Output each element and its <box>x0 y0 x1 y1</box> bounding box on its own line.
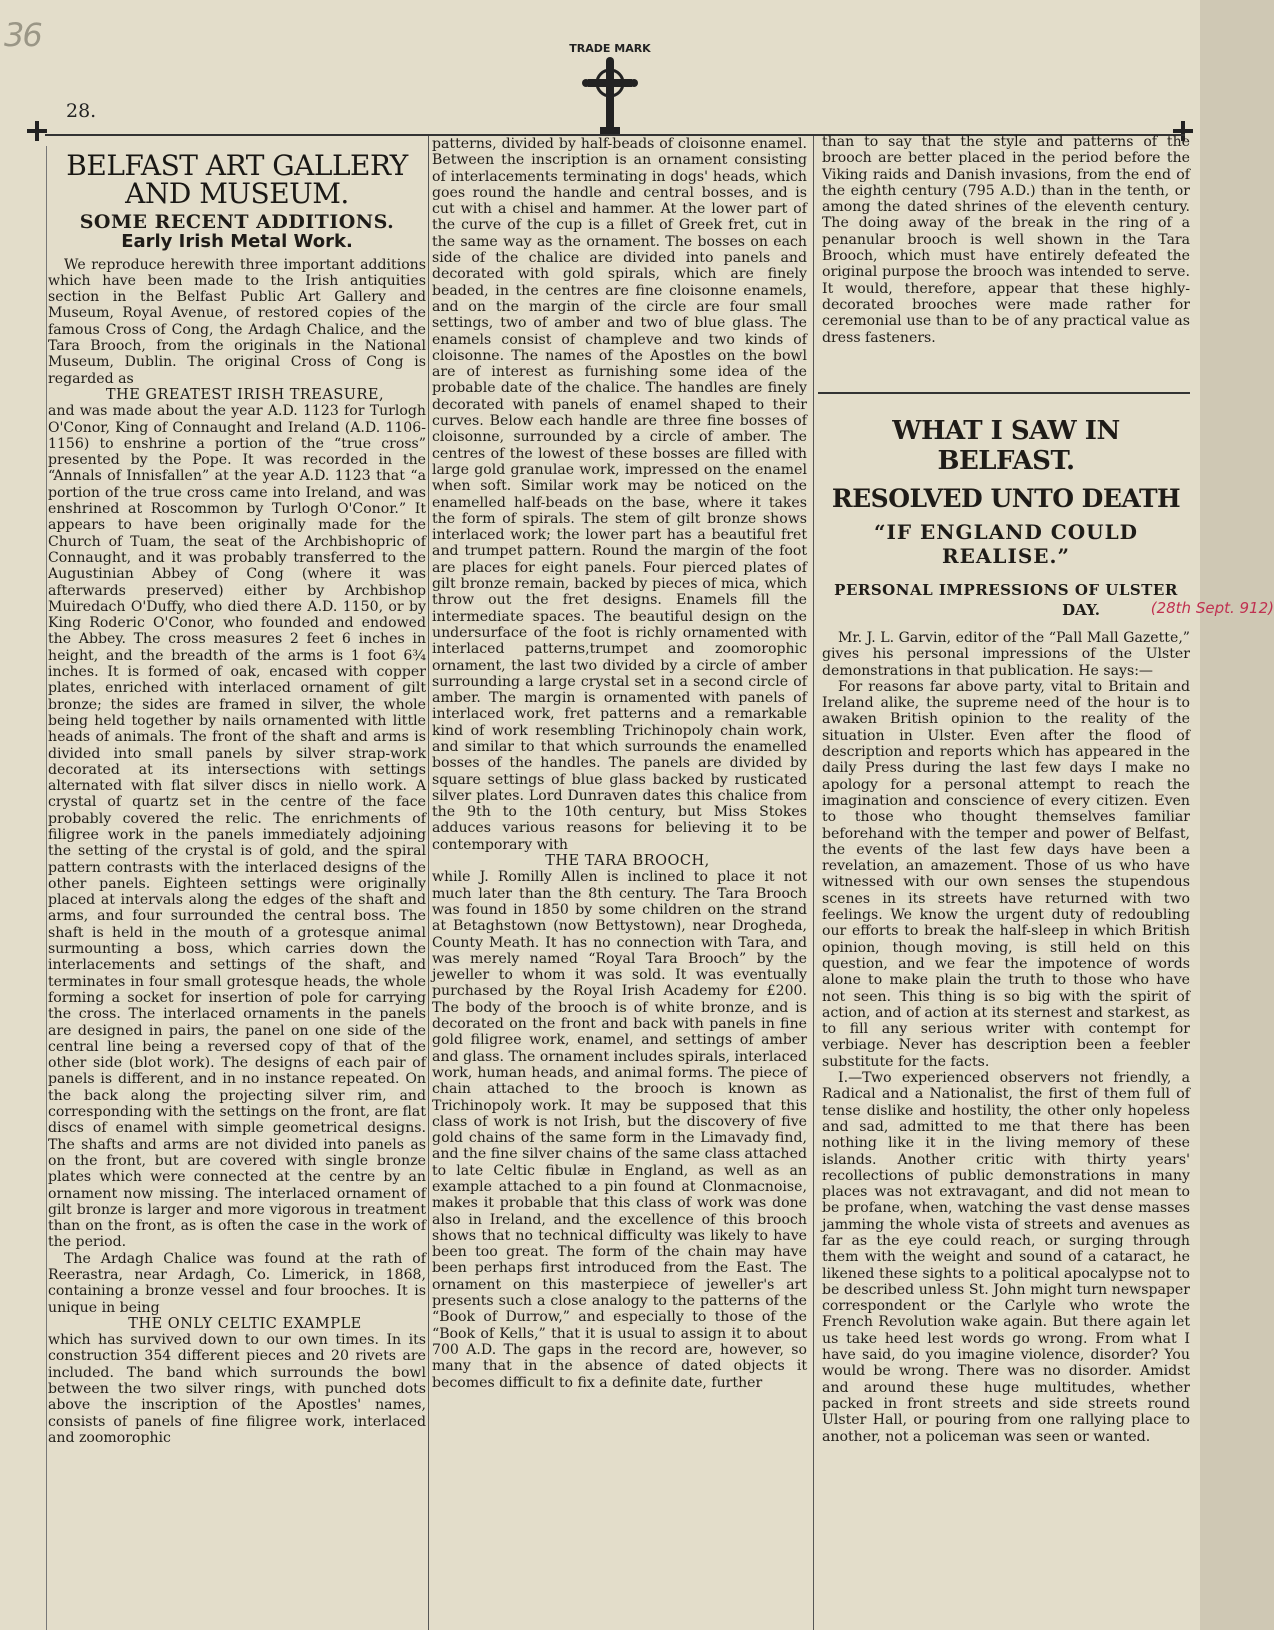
handwritten-page-number: 36 <box>4 16 41 54</box>
inline-heading: THE ONLY CELTIC EXAMPLE <box>128 1315 362 1332</box>
paragraph: For reasons far above party, vital to Britain and Ireland alike, the supreme need of the hour is to awaken British opinion to the reality of the situation in Ulster. Even after the flood of description and reports which has appeared in the daily Press during the last few days I make no apology for a personal attempt to reach the imagination and conscience of every citizen. Even to those who thought themselves familiar beforehand with the temper and power of Belfast, the events of the last few days have been a revelation, an amazement. Those of us who have witnessed with our own senses the stupendous scenes in its streets have returned with two feelings. We know the urgent duty of redoubling our efforts to break the half-sleep in which British opinion, though moving, is still held on this question, and we fear the impotence of words alone to make plain the truth to those who have not seen. This thing is so big with the spirit of action, and of action at its sternest and starkest, as to fill any serious writer with contempt for verbiage. Never has description been a feebler substitute for the facts. <box>822 678 1190 1070</box>
article-divider <box>818 392 1190 394</box>
left-corner-cross-icon <box>26 120 48 142</box>
handwritten-date-note: (28th Sept. 912) <box>1150 599 1274 617</box>
article-subheadline: RESOLVED UNTO DEATH <box>831 484 1181 513</box>
section-heading: Early Irish Metal Work. <box>121 231 353 253</box>
printed-page-number: 28. <box>66 100 97 122</box>
article-kicker: PERSONAL IMPRESSIONS OF ULSTER <box>834 581 1178 599</box>
column-3-article <box>822 414 1274 1630</box>
paragraph: patterns, divided by half-beads of cloisonne enamel. Between the inscription is an ornament consisting of interlacements terminating in dogs' heads, which goes round the handle and central bosses, and is cut with a chisel and hammer. At the lower part of the curve of the cup is a fillet of Greek fret, cut in the same way as the ornament. The bosses on each side of the chalice are divided into panels and decorated with gold spirals, which are finely beaded, in the centres are fine cloisonne enamels, and on the margin of the circle are four small settings, two of amber and two of blue glass. The enamels consist of champleve and two kinds of cloisonne. The names of the Apostles on the bowl are of interest as furnishing some idea of the probable date of the chalice. The handles are finely decorated with panels of enamel shaped to their curves. Below each handle are three fine bosses of cloisonne, surrounded by a circle of amber. The centres of the lowest of these bosses are filled with large gold granulae work, impressed on the enamel when soft. Similar work may be noticed on the enamelled half-beads on the base, where it takes the form of spirals. The stem of gilt bronze shows interlaced work; the lower part has a beautiful fret and trumpet pattern. Round the margin of the foot are places for eight panels. Four pierced plates of gilt bronze remain, backed by pieces of mica, which throw out the fret designs. Enamels fill the intermediate spaces. The beautiful design on the undersurface of the foot is richly ornamented with interlaced patterns,trumpet and zoomorophic ornament, the last two divided by a circle of amber surrounding a large crystal set in a second circle of amber. The margin is ornamented with panels of interlaced work, fret patterns and a remarkable kind of work resembling Trichinopoly chain work, and similar to that which surrounds the enamelled bosses of the handles. The panels are divided by square settings of blue glass backed by rusticated silver plates. Lord Dunraven dates this chalice from the 9th to the 10th century, but Miss Stokes adduces various reasons for believing it to be contemporary with <box>432 136 807 853</box>
article-headline: BELFAST ART GALLERY AND MUSEUM. <box>66 149 408 210</box>
paragraph <box>822 1070 1190 1445</box>
paragraph: than to say that the style and patterns of the brooch are better placed in the period before the Viking raids and Danish invasions, from the end of the eighth century (795 A.D.) than in the tenth, or among the dated shrines of the eleventh century. The doing away of the break in the ring of a penanular brooch is well shown in the Tara Brooch, which must have entirely defeated the original purpose the brooch was intended to serve. It would, therefore, appear that these highly-decorated brooches were made rather for ceremonial use than to be of any practical value as dress fasteners. <box>822 134 1190 346</box>
trade-mark-emblem <box>555 42 665 137</box>
paragraph: We reproduce herewith three important additions which have been made to the Irish antiquities section in the Belfast Public Art Gallery and Museum, Royal Avenue, of restored copies of the famous Cross of Cong, the Ardagh Chalice, and the Tara Brooch, from the originals in the National Museum, Dublin. The original Cross of Cong is regarded as <box>48 256 426 387</box>
paragraph: which has survived down to our own times. In its construction 354 different pieces and 20 rivets are included. The band which surrounds the bowl between the two silver rings, with punched dots above the inscription of the Apostles' names, consists of panels of fine filigree work, interlaced and zoomorophic <box>48 1332 426 1446</box>
article-kicker-end <box>822 599 1274 620</box>
paragraph: while J. Romilly Allen is inclined to place it not much later than the 8th century. The Tara Brooch was found in 1850 by some children on the strand at Betaghstown (now Bettystown), near Drogheda, County Meath. It has no connection with Tara, and was merely named “Royal Tara Brooch” by the jeweller to whom it was sold. It was eventually purchased by the Royal Irish Academy for £200. The body of the brooch is of white bronze, and is decorated on the front and back with panels in fine gold filigree work, enamel, and settings of amber and glass. The ornament includes spirals, interlaced work, human heads, and animal forms. The piece of chain attached to the brooch is known as Trichinopoly work. It may be supposed that this class of work is not Irish, but the discovery of five gold chains of the same form in the Limavady find, and the fine silver chains of the same class attached to late Celtic fibulæ in England, as well as an example attached to a pin found at Clonmacnoise, makes it probable that this class of work was done also in Ireland, and the excellence of this brooch shows that no technical difficulty was likely to have been too great. The form of the chain may have been perhaps first introduced from the East. The ornament on this masterpiece of jeweller's art presents such a close analogy to the patterns of the “Book of Durrow,” and especially to those of the “Book of Kells,” that it is usual to assign it to about 700 A.D. The gaps in the record are, however, so many that in the absence of dated objects it becomes difficult to fix a definite date, further <box>432 869 807 1391</box>
paragraph: Mr. J. L. Garvin, editor of the “Pall Mall Gazette,” gives his personal impressions of the Ulster demonstrations in that publication. He says:— <box>822 630 1190 679</box>
column-2 <box>432 136 807 1630</box>
column-divider <box>428 136 429 1630</box>
article-headline: WHAT I SAW IN BELFAST. <box>892 416 1120 476</box>
column-1 <box>46 146 426 1630</box>
trade-mark-label: TRADE MARK <box>569 42 651 55</box>
inline-heading: THE GREATEST IRISH TREASURE, <box>105 386 385 403</box>
paragraph: The Ardagh Chalice was found at the rath of Reerastra, near Ardagh, Co. Limerick, in 1868, containing a bronze vessel and four brooches. It is unique in being <box>48 1250 426 1316</box>
article-subheadline: SOME RECENT ADDITIONS. <box>79 211 395 233</box>
article-deck: “IF ENGLAND COULD REALISE.” <box>874 520 1138 568</box>
paragraph: and was made about the year A.D. 1123 for Turlogh O'Conor, King of Connaught and Ireland (A.D. 1106-1156) to enshrine a portion of the “true cross” presented by the Pope. It was recorded in the “Annals of Innisfallen” at the year A.D. 1123 that “a portion of the true cross came into Ireland, and was enshrined at Roscommon by Turlogh O'Conor.” It appears to have been originally made for the Church of Tuam, the seat of the Archbishopric of Connaught, and it was probably transferred to the Augustinian Abbey of Cong (where it was afterwards preserved) either by Archbishop Muiredach O'Duffy, who died there A.D. 1150, or by King Roderic O'Conor, who founded and endowed the Abbey. The cross measures 2 feet 6 inches in height, and the breadth of the arms is 1 foot 6¾ inches. It is formed of oak, encased with copper plates, enriched with interlaced ornament of gilt bronze; the sides are framed in silver, the whole being held together by nails ornamented with little heads of animals. The front of the shaft and arms is divided into small panels by silver strap-work decorated at its intersections with settings alternated with flat silver discs in niello work. A crystal of quartz set in the centre of the face probably covered the relic. The enrichments of filigree work in the panels immediately adjoining the setting of the crystal is of gold, and the spiral pattern contrasts with the interlaced designs of the other panels. Eighteen settings were originally placed at intervals along the edges of the shaft and arms, and four surrounded the central boss. The shaft is held in the mouth of a grotesque animal surmounting a boss, which carries down the interlacements and settings of the shaft, and terminates in four small grotesque heads, the whole forming a socket for insertion of pole for carrying the cross. The interlaced ornaments in the panels are designed in pairs, the panel on one side of the central line being a reversed copy of that of the other side (blot work). The designs of each pair of panels is different, and in no instance repeated. On the back along the projecting silver rim, and corresponding with the settings on the front, are flat discs of enamel with simple geometrical designs. The shafts and arms are not divided into panels as on the front, but are covered with single bronze plates which were connected at the centre by an ornament now missing. The interlaced ornament of gilt bronze is larger and more vigorous in treatment than on the front, as is often the case in the work of the period. <box>48 403 426 1251</box>
column-divider <box>813 136 814 1630</box>
article-kicker-day: DAY. <box>1062 601 1100 619</box>
section-text: —Two experienced observers not friendly, a Radical and a Nationalist, the first of them full of tense dislike and hostility, the other only hopeless and sad, admitted to me that there has been nothing like it in the living memory of these islands. Another critic with thirty years' recollections of public demonstrations in many places was not extravagant, and did not mean to be profane, when, watching the vast dense masses jamming the whole vista of streets and avenues as far as the eye could reach, or surging through them with the weight and sound of a cataract, he likened these sights to a political apocalypse not to be described unless St. John might turn newspaper correspondent or the Carlyle who wrote the French Revolution wake again. But there again let us take heed lest words go wrong. From what I have said, do you imagine violence, disorder? You would be wrong. There was no disorder. Amidst and around these huge multitudes, whether packed in front streets and side streets round Ulster Hall, or pouring from one rallying place to another, not a policeman was seen or wanted. <box>822 1070 1190 1445</box>
column-3-continuation <box>822 134 1190 362</box>
celtic-cross-icon <box>580 57 640 137</box>
section-number: I. <box>838 1070 849 1087</box>
inline-heading: THE TARA BROOCH, <box>545 853 710 870</box>
